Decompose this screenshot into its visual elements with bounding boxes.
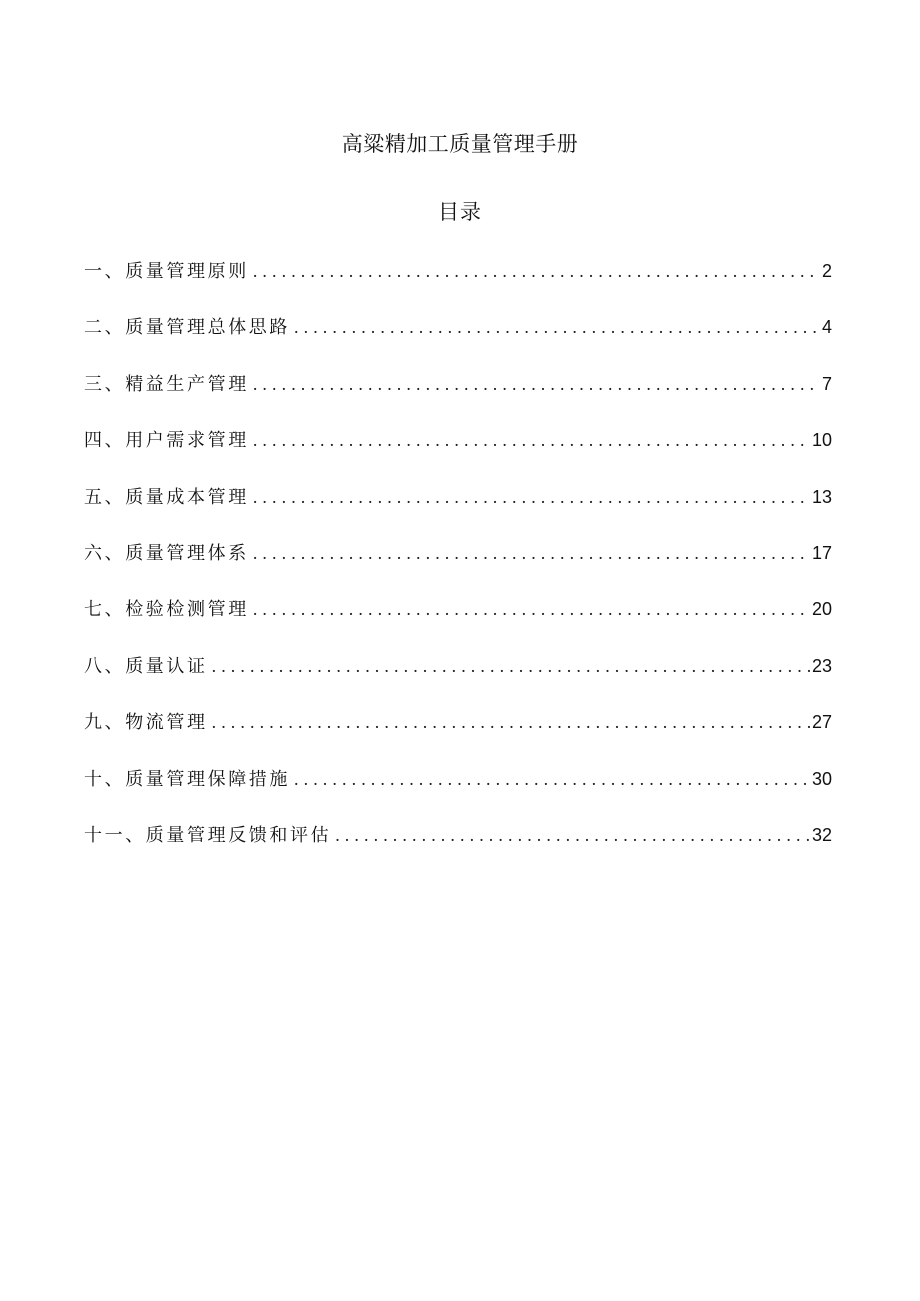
toc-entry-label: 四、用户需求管理 (84, 430, 249, 452)
toc-entry[interactable] (84, 256, 832, 312)
toc-entry-page: 17 (811, 542, 832, 563)
toc-entry[interactable] (84, 707, 832, 763)
toc-entry[interactable] (84, 820, 832, 876)
dot-leader (253, 425, 810, 455)
dot-leader (335, 820, 810, 850)
toc-entry-page: 30 (811, 768, 832, 789)
toc-entry-page: 4 (821, 317, 832, 338)
dot-leader (253, 538, 810, 568)
toc-entry[interactable] (84, 312, 832, 368)
document-title: 高粱精加工质量管理手册 (341, 132, 579, 156)
dot-leader (212, 651, 810, 681)
toc-entry-label: 九、物流管理 (84, 712, 208, 734)
dot-leader (253, 594, 810, 624)
toc-entry-page: 23 (811, 655, 832, 676)
dot-leader (294, 764, 810, 794)
toc-entry-page: 10 (811, 430, 832, 451)
toc-entry-page: 32 (811, 824, 832, 845)
toc-entry-page: 7 (821, 373, 832, 394)
toc-entry-label: 五、质量成本管理 (84, 486, 249, 508)
toc-entry[interactable] (84, 425, 832, 481)
dot-leader (212, 707, 810, 737)
toc-entry[interactable] (84, 651, 832, 707)
toc-entry[interactable] (84, 482, 832, 538)
toc-entry-label: 十、质量管理保障措施 (84, 768, 290, 790)
dot-leader (253, 482, 810, 512)
toc-entry-label: 一、质量管理原则 (84, 261, 249, 282)
toc-entry[interactable] (84, 538, 832, 594)
toc-entry-label: 七、检验检测管理 (84, 599, 249, 621)
toc-entry-label: 六、质量管理体系 (84, 542, 249, 564)
toc-entry-label: 三、精益生产管理 (84, 373, 249, 395)
toc-entry-page: 2 (821, 261, 832, 281)
toc-entry[interactable] (84, 369, 832, 425)
toc-entry-label: 八、质量认证 (84, 655, 208, 677)
dot-leader (253, 256, 820, 286)
toc-entry-page: 20 (811, 599, 832, 620)
toc-entry-label: 二、质量管理总体思路 (84, 317, 290, 339)
toc-heading: 目录 (438, 200, 482, 224)
toc-entry[interactable] (84, 764, 832, 820)
toc-entry-page: 27 (811, 712, 832, 733)
toc-entry-label: 十一、质量管理反馈和评估 (84, 824, 332, 846)
toc-entry-page: 13 (811, 486, 832, 507)
dot-leader (253, 369, 820, 399)
toc-entry[interactable] (84, 594, 832, 650)
table-of-contents (84, 256, 832, 876)
dot-leader (294, 312, 820, 342)
